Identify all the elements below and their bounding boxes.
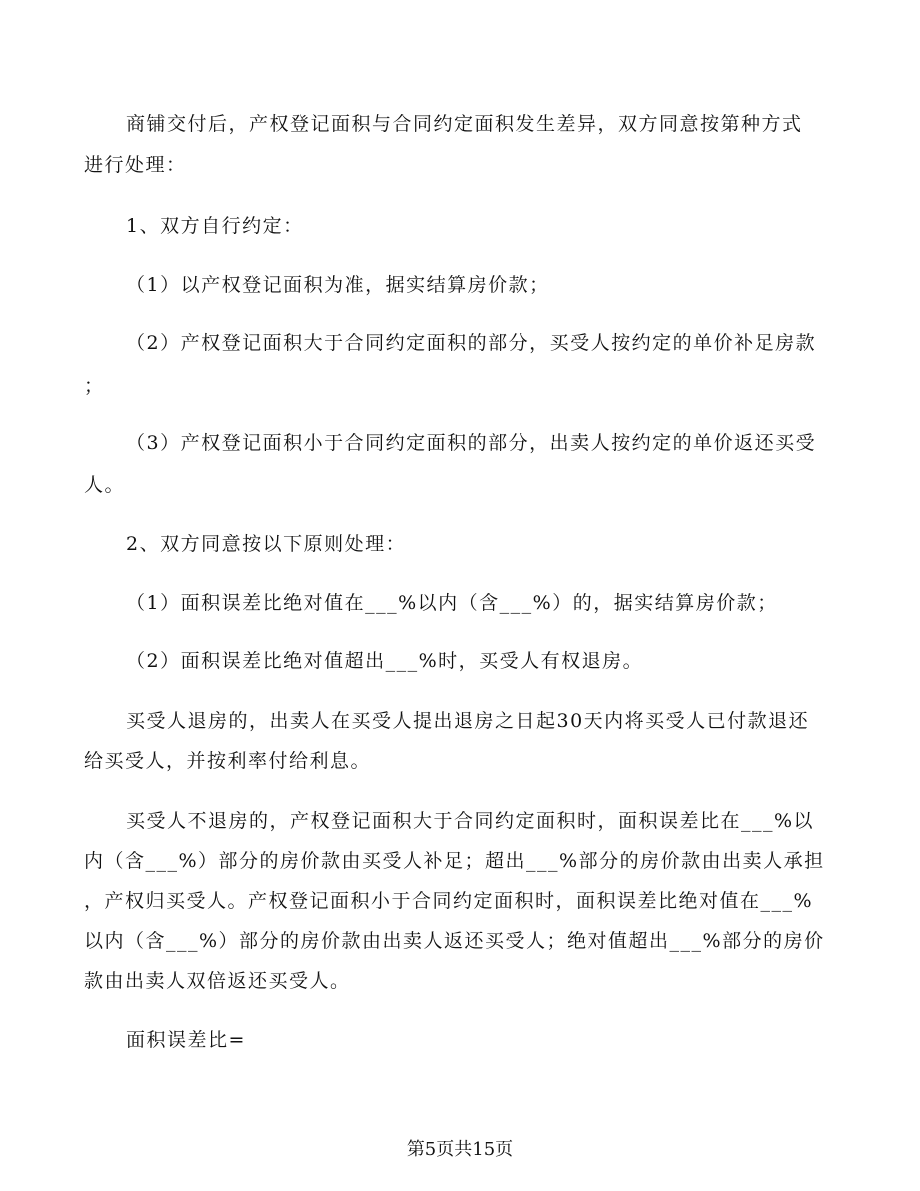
- list-item: （2）面积误差比绝对值超出___%时，买受人有权退房。: [126, 650, 644, 672]
- paragraph-line: 商铺交付后，产权登记面积与合同约定面积发生差异，双方同意按第种方式: [126, 113, 803, 135]
- list-item: （1）面积误差比绝对值在___%以内（含___%）的，据实结算房价款；: [126, 592, 778, 614]
- list-item: （1）以产权登记面积为准，据实结算房价款；: [126, 274, 550, 296]
- paragraph-line: 买受人不退房的，产权登记面积大于合同约定面积时，面积误差比在___%以: [126, 810, 815, 832]
- page-number-footer: 第5页共15页: [406, 1139, 514, 1160]
- paragraph-line: 给买受人，并按利率付给利息。: [84, 750, 372, 772]
- list-item: （3）产权登记面积小于合同约定面积的部分，出卖人按约定的单价返还买受: [126, 432, 817, 454]
- list-item: （2）产权登记面积大于合同约定面积的部分，买受人按约定的单价补足房款: [126, 332, 817, 354]
- paragraph-line: 款由出卖人双倍返还买受人。: [84, 970, 351, 992]
- section-heading: 2、双方同意按以下原则处理：: [126, 533, 407, 555]
- paragraph-line: 买受人退房的，出卖人在买受人提出退房之日起30天内将买受人已付款退还: [126, 710, 810, 732]
- list-item-continuation: 人。: [84, 474, 126, 496]
- paragraph-line: 进行处理：: [84, 154, 187, 176]
- list-item-continuation: ；: [84, 375, 105, 397]
- paragraph-line: 内（含___%）部分的房价款由买受人补足；超出___%部分的房价款由出卖人承担: [84, 850, 825, 872]
- section-heading: 1、双方自行约定：: [126, 215, 304, 237]
- paragraph-line: 面积误差比=: [126, 1029, 246, 1051]
- paragraph-line: ，产权归买受人。产权登记面积小于合同约定面积时，面积误差比绝对值在___%: [84, 890, 814, 912]
- paragraph-line: 以内（含___%）部分的房价款由出卖人返还买受人；绝对值超出___%部分的房价: [84, 930, 825, 952]
